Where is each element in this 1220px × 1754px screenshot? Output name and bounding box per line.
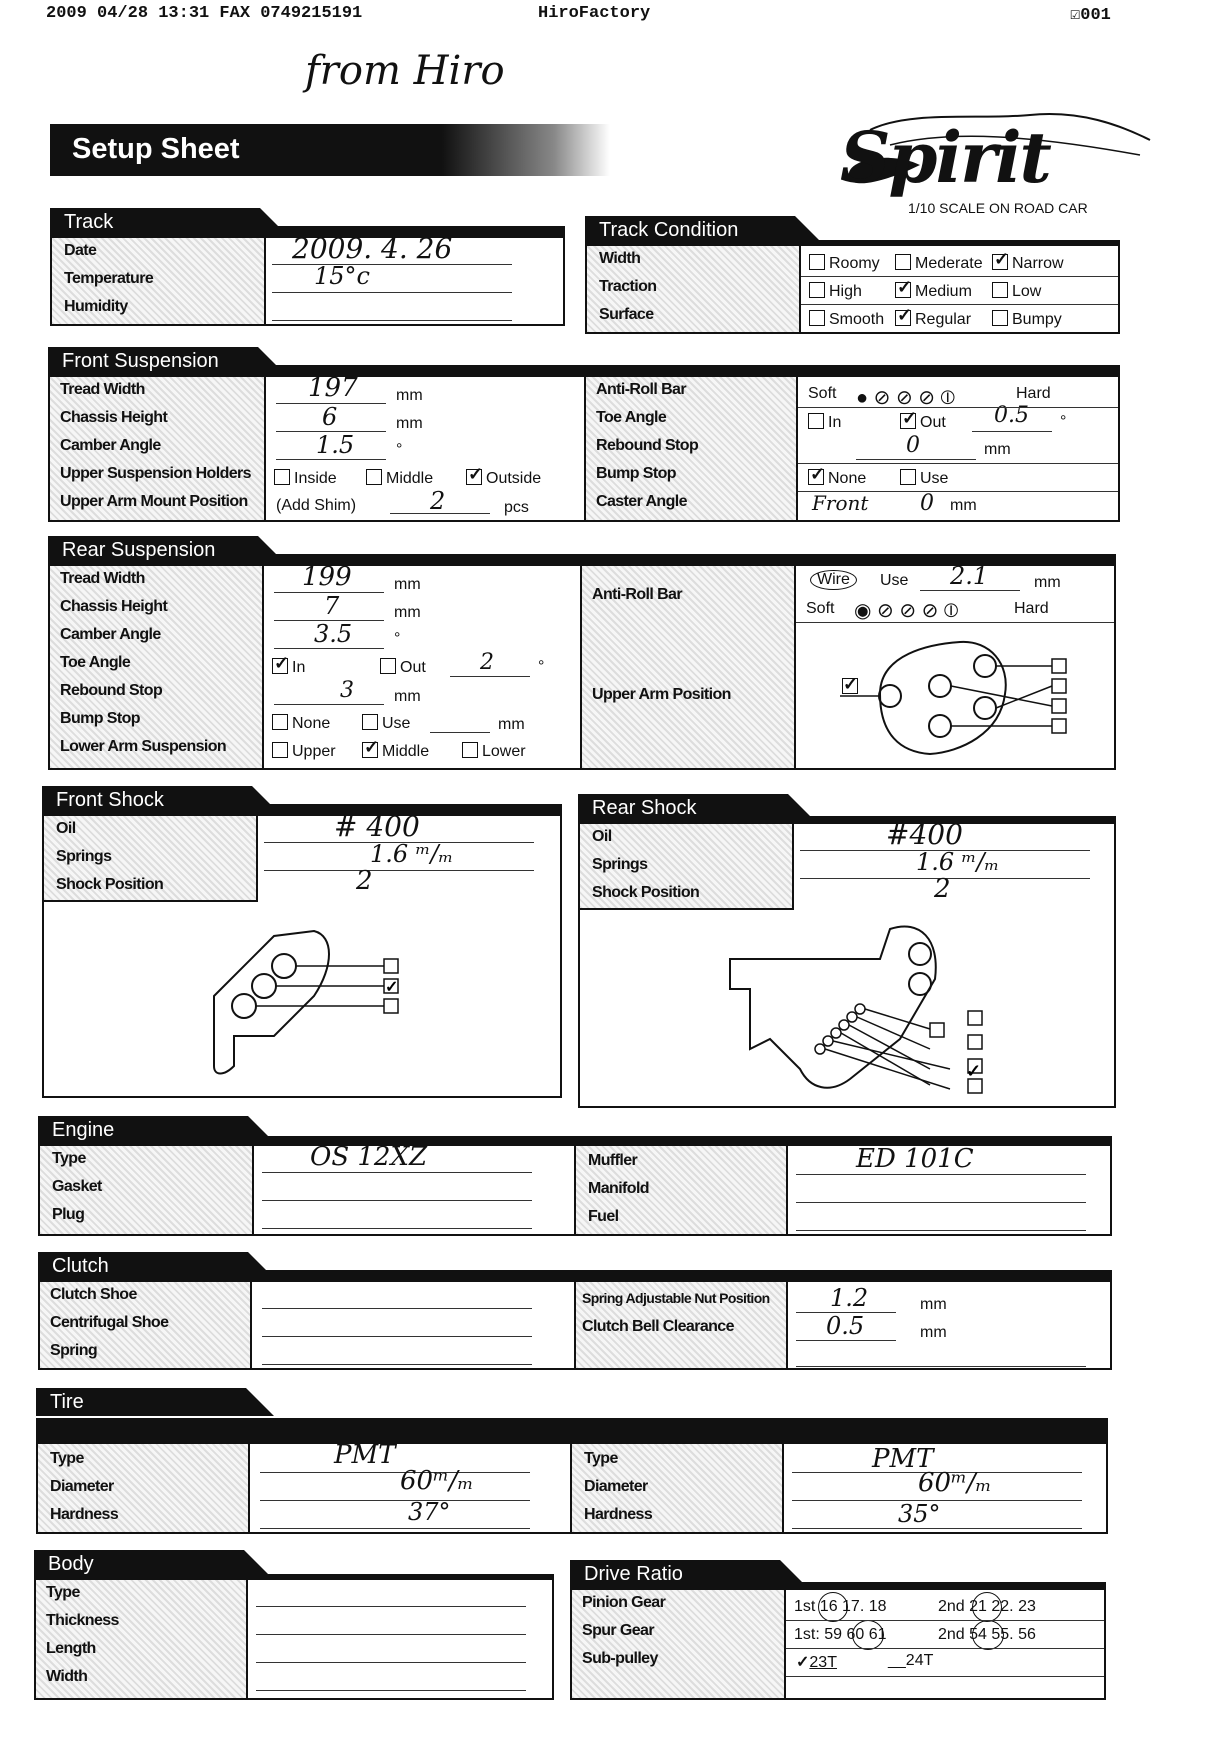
spirit-logo (830, 110, 1160, 220)
engine-header: Engine (38, 1116, 248, 1144)
fax-datetime: 2009 04/28 13:31 FAX 0749215191 (46, 4, 363, 23)
fs-chassis-height-value: 6 (322, 403, 338, 431)
spur-selected-circle (852, 1620, 884, 1650)
dr-spur-2nd: 2nd 54 55. 56 (938, 1626, 1036, 1643)
body-label-width: Width (46, 1668, 88, 1685)
fs-rebound-value: 0 (906, 433, 920, 458)
dr-pulley-24t[interactable]: __24T (888, 1652, 934, 1669)
track-header: Track (50, 208, 260, 236)
fs-anti-roll-selector[interactable]: ● ⊘ ⊘ ⊘ ⦶ (856, 387, 956, 409)
checkbox-regular[interactable]: ✓ Regular (895, 310, 971, 329)
track-label-humidity: Humidity (64, 298, 128, 315)
logo-text: Spirit (840, 116, 1050, 199)
rs-upper-arm-checkbox[interactable]: ✓ (843, 674, 859, 694)
fs-toe-value: 0.5 (994, 403, 1029, 428)
drive-ratio-header: Drive Ratio (570, 1560, 780, 1588)
spur-2nd-selected-circle (972, 1620, 1004, 1650)
checkbox-high[interactable]: High (809, 282, 862, 301)
body-section (34, 1550, 554, 1700)
clutch-nut-value: 1.2 (830, 1284, 869, 1312)
dr-label-spur: Spur Gear (582, 1622, 654, 1639)
checkbox-low[interactable]: Low (992, 282, 1041, 301)
rsh-oil-value: #400 (886, 818, 963, 851)
clutch-label-bell: Clutch Bell Clearance (582, 1318, 734, 1335)
fsh-oil-value: # 400 (334, 810, 420, 843)
fsh-position-value: 2 (356, 866, 373, 896)
rs-anti-roll-selector[interactable]: ◉ ⊘ ⊘ ⊘ ⦶ (854, 600, 959, 622)
rear-shock-header: Rear Shock (578, 794, 788, 822)
track-condition-section (585, 216, 1120, 334)
rsh-label-position: Shock Position (592, 884, 700, 901)
checkbox-rs-bump-use[interactable]: Use (362, 714, 410, 733)
fs-camber-value: 1.5 (316, 431, 355, 459)
checkbox-fs-toe-in[interactable]: In (808, 413, 841, 432)
engine-type-value: OS 12XZ (310, 1142, 428, 1172)
pinion-selected-circle (818, 1592, 848, 1622)
rs-chassis-height-value: 7 (324, 592, 340, 620)
rs-label-tread-width: Tread Width (60, 570, 145, 587)
rs-label-chassis-height: Chassis Height (60, 598, 168, 615)
checkbox-bumpy[interactable]: Bumpy (992, 310, 1062, 329)
tire-front-type-value: PMT (334, 1440, 396, 1470)
checkbox-fs-bump-use[interactable]: Use (900, 469, 948, 488)
fsh-label-position: Shock Position (56, 876, 164, 893)
fs-label-toe: Toe Angle (596, 409, 667, 426)
dr-pulley-23t[interactable]: ✓23T (796, 1654, 837, 1671)
fs-label-upper-arm-mount: Upper Arm Mount Position (60, 493, 248, 510)
engine-section (38, 1116, 1112, 1236)
rsh-checked-mark: ✓ (966, 1061, 982, 1081)
checkbox-fs-toe-out[interactable]: ✓ Out (900, 413, 946, 432)
fsh-checked-mark: ✓ (385, 979, 399, 996)
checkbox-medium[interactable]: ✓ Medium (895, 282, 972, 301)
track-label-temperature: Temperature (64, 270, 154, 287)
fs-caster-note: Front (812, 491, 869, 515)
tire-front-diameter-value: 60ᵐ/ₘ (400, 1466, 474, 1496)
clutch-header: Clutch (38, 1252, 248, 1280)
rs-label-anti-roll: Anti-Roll Bar (592, 586, 682, 603)
body-label-thickness: Thickness (46, 1612, 119, 1629)
track-condition-header: Track Condition (585, 216, 795, 244)
engine-label-plug: Plug (52, 1206, 85, 1223)
body-label-type: Type (46, 1584, 80, 1601)
checkbox-mederate[interactable]: Mederate (895, 254, 983, 273)
rs-camber-value: 3.5 (314, 620, 353, 648)
clutch-label-shoe: Clutch Shoe (50, 1286, 137, 1303)
rear-suspension-header: Rear Suspension (48, 536, 258, 564)
fax-sender: HiroFactory (538, 4, 651, 23)
checkbox-fs-outside[interactable]: ✓ Outside (466, 469, 541, 488)
track-date-value: 2009. 4. 26 (292, 232, 453, 265)
fs-tread-width-value: 197 (308, 373, 358, 403)
checkbox-fs-middle[interactable]: Middle (366, 469, 433, 488)
front-shock-tower-diagram-icon (204, 926, 444, 1096)
fs-label-rebound: Rebound Stop (596, 437, 699, 454)
rs-tread-width-value: 199 (302, 562, 352, 592)
fs-label-camber-angle: Camber Angle (60, 437, 161, 454)
dr-label-pinion: Pinion Gear (582, 1594, 666, 1611)
fax-page-icon: ☑ (1070, 6, 1081, 25)
fs-label-upper-holders: Upper Suspension Holders (60, 465, 251, 482)
dr-pinion-2nd: 2nd 21 22. 23 (938, 1598, 1036, 1615)
rsh-label-springs: Springs (592, 856, 648, 873)
tire-front-label-hardness: Hardness (50, 1506, 119, 1523)
rs-wire-value: 2.1 (950, 562, 989, 590)
checkbox-rs-middle[interactable]: ✓ Middle (362, 742, 429, 761)
clutch-label-centrifugal: Centrifugal Shoe (50, 1314, 169, 1331)
fs-shim-value: 2 (430, 487, 446, 515)
logo-tagline: 1/10 SCALE ON ROAD CAR (908, 200, 1088, 216)
front-shock-section (42, 786, 562, 1098)
tire-rear-label-diameter: Diameter (584, 1478, 648, 1495)
fsh-springs-value: 1.6 ᵐ/ₘ (370, 840, 454, 868)
rear-suspension-section: Rear Suspension Tread Width Chassis Height Camber Angle Toe Angle Rebound Stop Bump Stop Lower Arm Suspension mm mm ° 199 7 3.5 ✓In Out 2 ° 3 mm None Use mm Upper ✓ Middle Lower Anti-Roll Bar Upper Arm Position Wire Use 2.1 mm Soft ◉ ⊘ ⊘ ⊘ ⦶ Hard ✓ (48, 536, 1116, 770)
fs-label-anti-roll: Anti-Roll Bar (596, 381, 686, 398)
body-header: Body (34, 1550, 244, 1578)
clutch-label-nut: Spring Adjustable Nut Position (582, 1290, 770, 1306)
rs-wire-circled: Wire (810, 570, 857, 590)
rs-toe-value: 2 (480, 650, 494, 675)
rsh-position-value: 2 (934, 874, 951, 904)
selected-circle-icon: ● (856, 387, 869, 409)
tire-rear-diameter-value: 60ᵐ/ₘ (918, 1468, 992, 1498)
tire-front-label-type: Type (50, 1450, 84, 1467)
rs-label-camber: Camber Angle (60, 626, 161, 643)
page-title: Setup Sheet (72, 133, 240, 165)
dr-label-subpulley: Sub-pulley (582, 1650, 658, 1667)
tire-rear-label-type: Type (584, 1450, 618, 1467)
track-condition-label-traction: Traction (599, 278, 657, 295)
front-suspension-section: Front Suspension Tread Width Chassis Height Camber Angle Upper Suspension Holders Upper Arm Mount Position mm mm ° 197 6 1.5 Inside Middle ✓ Outside (Add Shim) 2 pcs Anti-Roll Bar Toe Angle Rebound Stop Bump Stop Caster Angle Soft ● ⊘ ⊘ ⊘ ⦶ Hard In ✓ Out 0.5 ° 0 mm ✓None Use Front 0 mm (48, 347, 1120, 522)
track-temperature-value: 15°c (314, 262, 370, 290)
fs-label-tread-width: Tread Width (60, 381, 145, 398)
tire-header: Tire (36, 1388, 246, 1416)
clutch-section: Clutch Clutch Shoe Centrifugal Shoe Spring Spring Adjustable Nut Position Clutch Bell Clearance 1.2 mm 0.5 mm (38, 1252, 1112, 1370)
tire-rear-hardness-value: 35° (898, 1500, 941, 1528)
checkbox-rs-toe-in[interactable]: ✓In (272, 658, 305, 677)
handwritten-note: from Hiro (305, 48, 505, 94)
engine-label-fuel: Fuel (588, 1208, 619, 1225)
track-condition-label-width: Width (599, 250, 641, 267)
engine-label-muffler: Muffler (588, 1152, 638, 1169)
rs-label-upper-arm: Upper Arm Position (592, 686, 731, 703)
rs-rebound-value: 3 (340, 678, 354, 703)
rear-shock-tower-diagram-icon (730, 919, 1020, 1099)
track-condition-label-surface: Surface (599, 306, 654, 323)
tire-section (36, 1388, 1108, 1534)
tire-rear-label-hardness: Hardness (584, 1506, 653, 1523)
rear-upper-arm-diagram-icon (840, 634, 1110, 764)
checkbox-fs-inside[interactable]: Inside (274, 469, 337, 488)
tire-front-label-diameter: Diameter (50, 1478, 114, 1495)
body-label-length: Length (46, 1640, 96, 1657)
drive-ratio-section (570, 1560, 1106, 1700)
fs-label-caster: Caster Angle (596, 493, 687, 510)
title-banner (50, 124, 610, 176)
fsh-label-springs: Springs (56, 848, 112, 865)
engine-label-gasket: Gasket (52, 1178, 102, 1195)
rsh-springs-value: 1.6 ᵐ/ₘ (916, 848, 1000, 876)
tire-front-hardness-value: 37° (408, 1498, 451, 1526)
engine-label-manifold: Manifold (588, 1180, 649, 1197)
fax-page: ☑001 (1070, 6, 1111, 25)
fsh-label-oil: Oil (56, 820, 76, 837)
checkbox-narrow[interactable]: ✓ Narrow (992, 254, 1064, 273)
engine-muffler-value: ED 101C (856, 1144, 974, 1174)
fs-caster-value: 0 (920, 491, 934, 516)
rs-label-lower-arm: Lower Arm Suspension (60, 738, 227, 755)
clutch-label-spring: Spring (50, 1342, 98, 1359)
track-section (50, 208, 565, 326)
clutch-clearance-value: 0.5 (826, 1312, 865, 1340)
tire-rear-type-value: PMT (872, 1444, 934, 1474)
selected-circle-icon: ◉ (854, 600, 872, 622)
checkbox-rs-lower[interactable]: Lower (462, 742, 526, 761)
rs-label-toe: Toe Angle (60, 654, 131, 671)
front-suspension-header: Front Suspension (48, 347, 258, 375)
fs-label-bump: Bump Stop (596, 465, 676, 482)
checkbox-rs-upper[interactable]: Upper (272, 742, 336, 761)
checkbox-rs-toe-out[interactable]: Out (380, 658, 426, 677)
checkbox-smooth[interactable]: Smooth (809, 310, 884, 329)
rear-shock-section (578, 794, 1116, 1108)
rsh-label-oil: Oil (592, 828, 612, 845)
dr-pinion-1st: 1st 16 17. 18 (794, 1598, 887, 1615)
pinion-2nd-selected-circle (972, 1592, 1002, 1622)
checkbox-rs-bump-none[interactable]: None (272, 714, 330, 733)
rs-label-rebound: Rebound Stop (60, 682, 163, 699)
checkbox-fs-bump-none[interactable]: ✓None (808, 469, 866, 488)
track-label-date: Date (64, 242, 97, 259)
front-shock-header: Front Shock (42, 786, 252, 814)
fs-label-chassis-height: Chassis Height (60, 409, 168, 426)
dr-spur-1st: 1st: 59 60 61 (794, 1626, 887, 1643)
checkbox-roomy[interactable]: Roomy (809, 254, 880, 273)
rs-label-bump: Bump Stop (60, 710, 140, 727)
engine-label-type: Type (52, 1150, 86, 1167)
